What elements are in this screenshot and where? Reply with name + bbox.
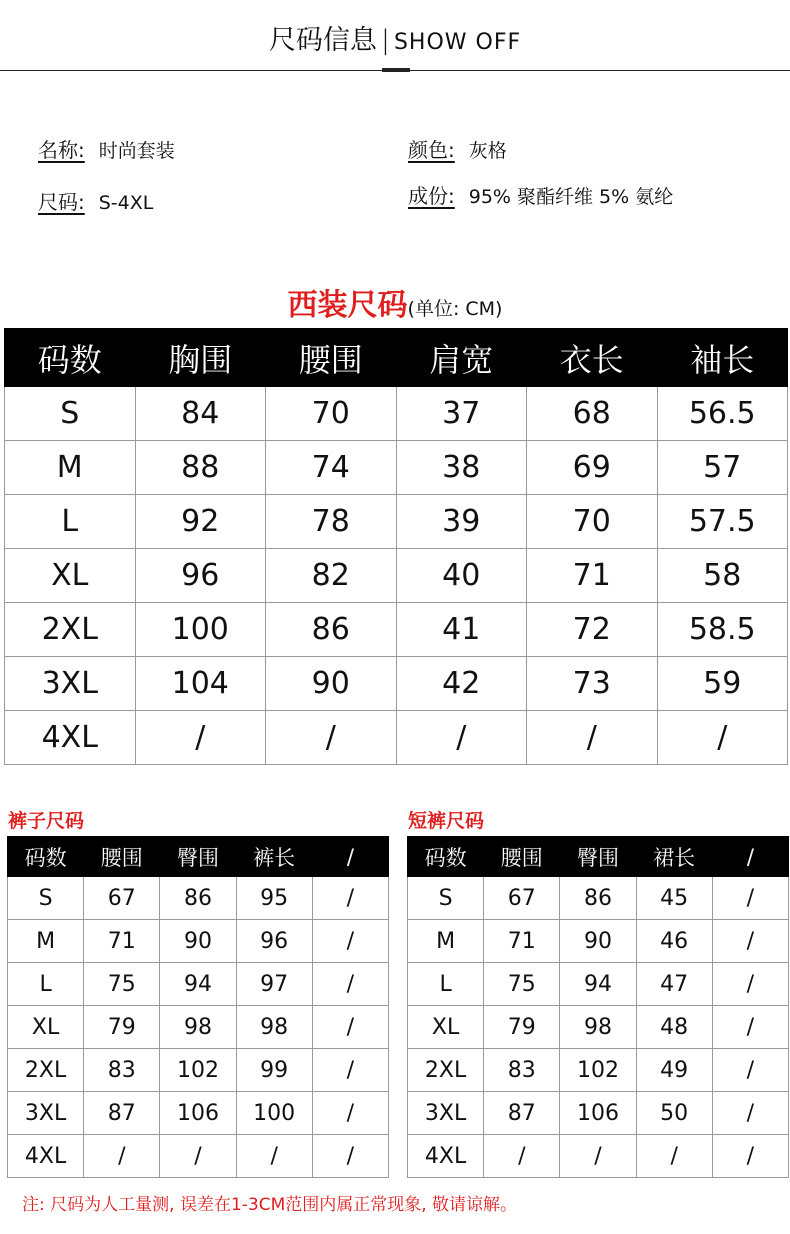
shorts-table-cell: / [712, 1006, 788, 1049]
pants-table-cell: 3XL [8, 1092, 84, 1135]
pants-table-cell: 97 [236, 963, 312, 1006]
shorts-table-cell: / [712, 1135, 788, 1178]
suit-table-cell: 69 [527, 441, 658, 495]
shorts-header-cell: 码数 [408, 837, 484, 877]
shorts-table-cell: 67 [484, 877, 560, 920]
suit-table-cell: / [657, 711, 788, 765]
pants-table-row [8, 1135, 389, 1178]
suit-table-cell: 100 [135, 603, 266, 657]
shorts-table-cell: 106 [560, 1092, 636, 1135]
shorts-table-cell: L [408, 963, 484, 1006]
pants-table-cell: 90 [160, 920, 236, 963]
shorts-table-cell: / [636, 1135, 712, 1178]
pants-table-cell: S [8, 877, 84, 920]
shorts-table-cell: 4XL [408, 1135, 484, 1178]
info-name [38, 134, 175, 163]
pants-table-cell: / [312, 1049, 388, 1092]
shorts-table-cell: 98 [560, 1006, 636, 1049]
suit-table-cell: 68 [527, 387, 658, 441]
suit-table-cell: 39 [396, 495, 527, 549]
suit-table-cell: 58.5 [657, 603, 788, 657]
suit-table-cell: 70 [527, 495, 658, 549]
info-size-label: 尺码: [38, 190, 85, 214]
pants-table-cell: / [160, 1135, 236, 1178]
pants-header-cell: 腰围 [84, 837, 160, 877]
pants-table-cell: 71 [84, 920, 160, 963]
shorts-table-cell: 102 [560, 1049, 636, 1092]
pants-table-row [8, 920, 389, 963]
suit-table-cell: 74 [266, 441, 397, 495]
shorts-table-cell: M [408, 920, 484, 963]
pants-header-cell: 裤长 [236, 837, 312, 877]
pants-table-row [8, 963, 389, 1006]
suit-header-cell: 胸围 [135, 329, 266, 387]
pants-table-cell: 102 [160, 1049, 236, 1092]
shorts-table-cell: 50 [636, 1092, 712, 1135]
suit-table-cell: 86 [266, 603, 397, 657]
pants-table-header-row [8, 837, 389, 877]
shorts-table-cell: 46 [636, 920, 712, 963]
shorts-size-title: 短裤尺码 [408, 810, 485, 832]
suit-header-cell: 码数 [5, 329, 136, 387]
info-color-label: 颜色: [408, 138, 455, 162]
shorts-table-row [408, 920, 789, 963]
shorts-table-cell: 94 [560, 963, 636, 1006]
pants-table-cell: 100 [236, 1092, 312, 1135]
shorts-table-row [408, 963, 789, 1006]
pants-size-title: 裤子尺码 [8, 810, 85, 832]
suit-table-body [5, 387, 788, 765]
shorts-table-cell: 75 [484, 963, 560, 1006]
suit-table-cell: XL [5, 549, 136, 603]
suit-table-cell: 104 [135, 657, 266, 711]
shorts-table-cell: 45 [636, 877, 712, 920]
shorts-table-header-row [408, 837, 789, 877]
suit-table-cell: 90 [266, 657, 397, 711]
suit-table-cell: 42 [396, 657, 527, 711]
suit-table-cell: 57 [657, 441, 788, 495]
suit-table-cell: 92 [135, 495, 266, 549]
shorts-table-cell: / [712, 1049, 788, 1092]
shorts-table-cell: / [484, 1135, 560, 1178]
pants-table-cell: 4XL [8, 1135, 84, 1178]
shorts-table-cell: 71 [484, 920, 560, 963]
pants-header-cell: 码数 [8, 837, 84, 877]
suit-header-cell: 腰围 [266, 329, 397, 387]
suit-table-cell: 57.5 [657, 495, 788, 549]
shorts-table-row [408, 1135, 789, 1178]
suit-table-cell: 40 [396, 549, 527, 603]
pants-table-cell: / [312, 877, 388, 920]
suit-table-cell: S [5, 387, 136, 441]
pants-table-row [8, 877, 389, 920]
shorts-header-cell: / [712, 837, 788, 877]
shorts-table-cell: 47 [636, 963, 712, 1006]
info-size-value: S-4XL [98, 192, 154, 214]
shorts-table-cell: 90 [560, 920, 636, 963]
suit-table-row [5, 603, 788, 657]
pants-table-cell: 79 [84, 1006, 160, 1049]
pants-table-cell: 87 [84, 1092, 160, 1135]
suit-table-cell: 82 [266, 549, 397, 603]
shorts-table-cell: 3XL [408, 1092, 484, 1135]
info-color-value: 灰格 [468, 140, 507, 162]
measurement-note: 注: 尺码为人工量测, 误差在1-3CM范围内属正常现象, 敬请谅解。 [22, 1195, 518, 1215]
header-title-en: SHOW OFF [393, 30, 522, 55]
shorts-table-row [408, 877, 789, 920]
pants-table-cell: / [312, 963, 388, 1006]
shorts-table-cell: / [712, 920, 788, 963]
pants-table-cell: / [312, 1092, 388, 1135]
info-composition [408, 180, 673, 209]
suit-table-cell: / [135, 711, 266, 765]
header-separator: | [380, 25, 390, 56]
info-composition-label: 成份: [408, 184, 455, 208]
pants-table-cell: 2XL [8, 1049, 84, 1092]
shorts-table-cell: 2XL [408, 1049, 484, 1092]
shorts-table-cell: 48 [636, 1006, 712, 1049]
suit-unit-text: (单位: CM) [407, 298, 503, 320]
suit-table-cell: 41 [396, 603, 527, 657]
suit-table-header-row [5, 329, 788, 387]
suit-table-cell: 88 [135, 441, 266, 495]
suit-table-row [5, 387, 788, 441]
suit-table-cell: 78 [266, 495, 397, 549]
suit-table-cell: 70 [266, 387, 397, 441]
info-size [38, 186, 153, 215]
pants-table-row [8, 1049, 389, 1092]
pants-table-body [8, 877, 389, 1178]
pants-table-cell: / [312, 1006, 388, 1049]
shorts-table-cell: S [408, 877, 484, 920]
pants-table-cell: 83 [84, 1049, 160, 1092]
suit-table-cell: 71 [527, 549, 658, 603]
shorts-table-cell: 86 [560, 877, 636, 920]
suit-size-title [0, 280, 790, 324]
suit-table-cell: 58 [657, 549, 788, 603]
shorts-table-cell: 87 [484, 1092, 560, 1135]
pants-table-cell: 95 [236, 877, 312, 920]
shorts-table-cell: 79 [484, 1006, 560, 1049]
suit-title-text: 西装尺码 [287, 288, 408, 323]
pants-table-cell: / [312, 1135, 388, 1178]
info-color [408, 134, 507, 163]
shorts-table-row [408, 1092, 789, 1135]
pants-header-cell: 臀围 [160, 837, 236, 877]
suit-table-cell: 2XL [5, 603, 136, 657]
suit-table-cell: 3XL [5, 657, 136, 711]
pants-table-cell: M [8, 920, 84, 963]
suit-table-cell: / [527, 711, 658, 765]
shorts-table-row [408, 1006, 789, 1049]
suit-table-cell: 56.5 [657, 387, 788, 441]
header-title-cn: 尺码信息 [268, 25, 377, 56]
shorts-table-cell: / [712, 963, 788, 1006]
shorts-size-table [407, 836, 789, 1178]
suit-table-cell: 73 [527, 657, 658, 711]
pants-header-cell: / [312, 837, 388, 877]
suit-header-cell: 衣长 [527, 329, 658, 387]
pants-table-cell: 67 [84, 877, 160, 920]
shorts-table-row [408, 1049, 789, 1092]
pants-table-cell: 106 [160, 1092, 236, 1135]
pants-table-cell: 86 [160, 877, 236, 920]
info-name-label: 名称: [38, 138, 85, 162]
suit-table-cell: 96 [135, 549, 266, 603]
pants-table-cell: XL [8, 1006, 84, 1049]
suit-table-row [5, 441, 788, 495]
suit-table-cell: 59 [657, 657, 788, 711]
suit-table-cell: 37 [396, 387, 527, 441]
info-name-value: 时尚套装 [98, 140, 175, 162]
suit-header-cell: 肩宽 [396, 329, 527, 387]
suit-table-cell: / [396, 711, 527, 765]
shorts-header-cell: 腰围 [484, 837, 560, 877]
suit-table-cell: L [5, 495, 136, 549]
suit-table-cell: 4XL [5, 711, 136, 765]
pants-table-cell: 96 [236, 920, 312, 963]
suit-table-row [5, 711, 788, 765]
shorts-table-cell: XL [408, 1006, 484, 1049]
suit-table-cell: 72 [527, 603, 658, 657]
suit-table-row [5, 495, 788, 549]
shorts-table-cell: / [712, 877, 788, 920]
pants-table-cell: / [312, 920, 388, 963]
pants-size-table [7, 836, 389, 1178]
suit-table-cell: / [266, 711, 397, 765]
shorts-table-cell: / [560, 1135, 636, 1178]
suit-header-cell: 袖长 [657, 329, 788, 387]
pants-table-cell: 98 [160, 1006, 236, 1049]
pants-table-cell: 99 [236, 1049, 312, 1092]
shorts-table-cell: 83 [484, 1049, 560, 1092]
shorts-header-cell: 裙长 [636, 837, 712, 877]
suit-table-cell: 84 [135, 387, 266, 441]
pants-table-row [8, 1006, 389, 1049]
info-composition-value: 95% 聚酯纤维 5% 氨纶 [468, 186, 674, 208]
suit-table-cell: M [5, 441, 136, 495]
pants-table-cell: L [8, 963, 84, 1006]
shorts-table-body [408, 877, 789, 1178]
shorts-table-cell: / [712, 1092, 788, 1135]
shorts-header-cell: 臀围 [560, 837, 636, 877]
header-divider-mark [382, 68, 410, 72]
pants-table-cell: / [236, 1135, 312, 1178]
suit-table-row [5, 657, 788, 711]
suit-table-row [5, 549, 788, 603]
pants-table-cell: 75 [84, 963, 160, 1006]
pants-table-cell: 98 [236, 1006, 312, 1049]
suit-size-table [4, 328, 788, 765]
suit-table-cell: 38 [396, 441, 527, 495]
shorts-table-cell: 49 [636, 1049, 712, 1092]
pants-table-row [8, 1092, 389, 1135]
pants-table-cell: 94 [160, 963, 236, 1006]
page-header [0, 0, 790, 72]
header-title [0, 18, 790, 57]
pants-table-cell: / [84, 1135, 160, 1178]
